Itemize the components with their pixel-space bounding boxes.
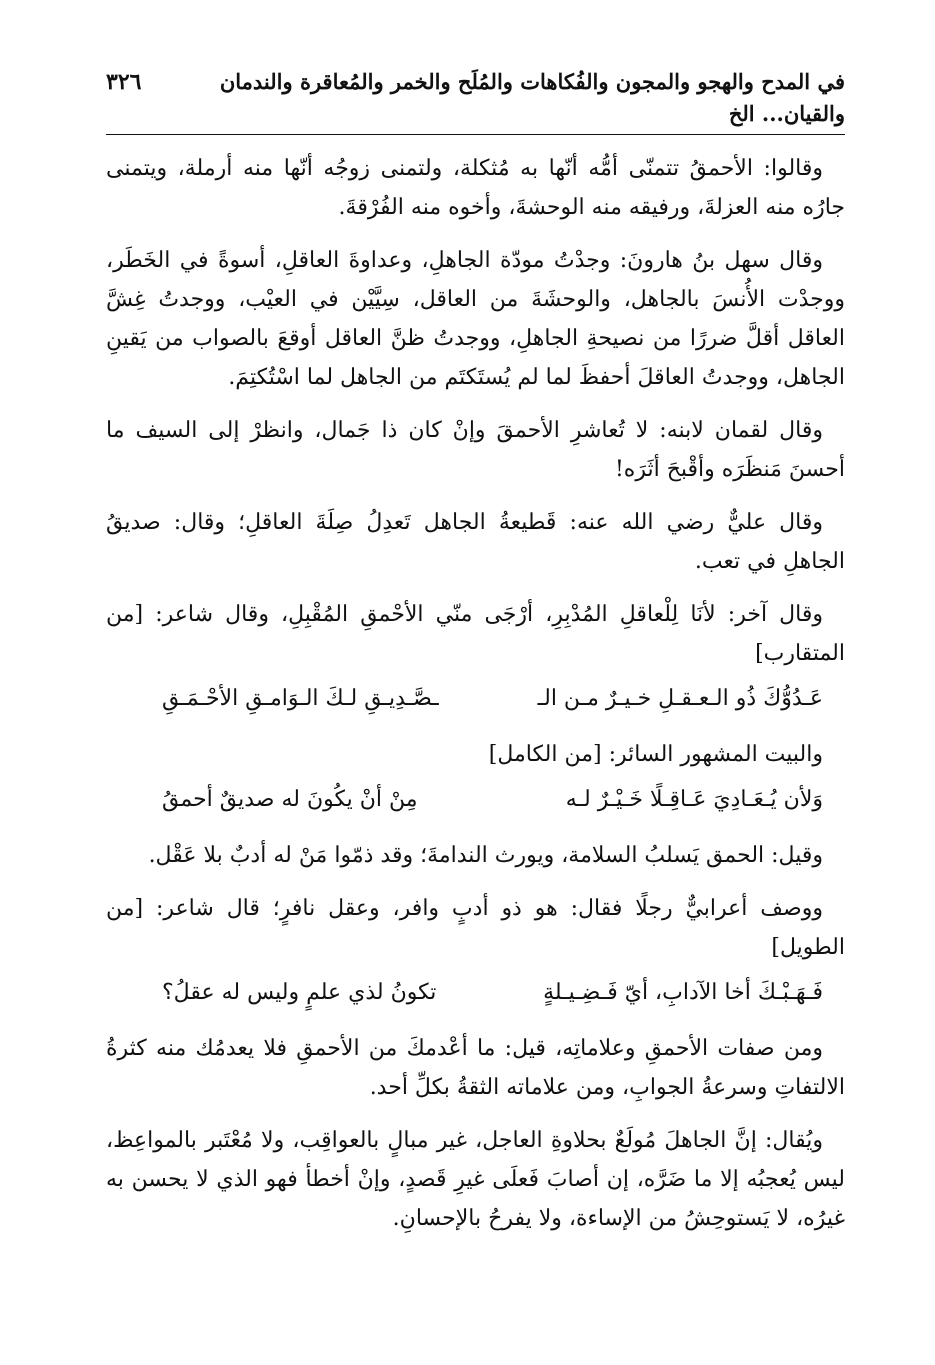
running-head (106, 66, 845, 135)
verse-first-hemistich: وَلأن يُـعَـادِيَ عَـاقِـلًا خَـيْـرٌ لـه (565, 787, 823, 812)
verse-intro: والبيت المشهور السائر: [من الكامل] (488, 742, 823, 767)
verse-second-hemistich: ـصَّـدِيـقِ لـكَ الـوَامـقِ الأحْـمَـقِ (162, 686, 439, 711)
paragraph: ووصف أعرابيٌّ رجلًا فقال: هو ذو أدبٍ وافر، وعقل نافرٍ؛ قال شاعر: [من الطويل] (106, 896, 845, 960)
verse-second-hemistich: مِنْ أنْ يكُونَ له صديقٌ أحمقُ (162, 787, 418, 812)
verse-line (162, 679, 823, 719)
paragraph: ويُقال: إنَّ الجاهلَ مُولَعٌ بحلاوةِ العاجل، غير مبالٍ بالعواقِب، ولا مُعْتَبر بالمواعِظ، ليس يُعجبُه إلا ما ضَرَّه، إن أصابَ فَعلَى غيرِ قَصدٍ، وإنْ أخطأ فهو الذي لا يحسن به غيرُه، لا يَستوحِشُ من الإساءة، ولا يفرحُ بالإحسانِ. (106, 1128, 845, 1231)
paragraph: وقال لقمان لابنه: لا تُعاشرِ الأحمقَ وإنْ كان ذا جَمال، وانظرْ إلى السيف ما أحسنَ مَنظَرَه وأقْبحَ أثَرَه! (106, 418, 845, 482)
page-title: في المدح والهجو والمجون والفُكاهات والمُلَح والخمر والمُعاقرة والندمان والقيان... الخ (219, 69, 845, 126)
paragraph: وقيل: الحمق يَسلبُ السلامة، ويورث الندامةَ؛ وقد ذمّوا مَنْ له أدبٌ بلا عَقْل. (148, 843, 823, 868)
page-number: ٣٢٦ (106, 69, 142, 95)
verse-first-hemistich: فَـهَـبْـكَ أخا الآدابِ، أيّ فَـضِـيـلةٍ (543, 980, 823, 1005)
paragraph: وقالوا: الأحمقُ تتمنّى أمُّه أنّها به مُثكلة، ولتمنى زوجُه أنّها منه أرملة، ويتمنى جارُه منه العزلةَ، ورفيقه منه الوحشةَ، وأخوه منه الفُرْقةَ. (106, 156, 845, 220)
paragraph: وقال سهل بنُ هارونَ: وجدْتُ مودّة الجاهلِ، وعداوةَ العاقلِ، أسوةً في الخَطَر، ووجدْت الأُنسَ بالجاهل، والوحشَةَ من العاقل، سِيَّيْن في العيْب، ووجدتُ غِشَّ العاقل أقلَّ ضررًا من نصيحةِ الجاهلِ، ووجدتُ ظنَّ العاقل أوقعَ بالصواب من يَقينِ الجاهل، ووجدتُ العاقلَ أحفظَ لما لم يُستَكتَم من الجاهل لما اسْتُكتِمَ. (106, 248, 845, 390)
page-body (106, 149, 845, 1238)
verse-first-hemistich: عَـدُوُّكَ ذُو الـعـقـلِ خـيـرٌ مـن الـ (537, 686, 823, 711)
paragraph: ومن صفات الأحمقِ وعلاماتِه، قيل: ما أعْدمكَ من الأحمقِ فلا يعدمُك منه كثرةُ الالتفاتِ وسرعةُ الجوابِ، ومن علاماته الثقةُ بكلِّ أحد. (106, 1036, 845, 1100)
paragraph: وقال آخر: لأنَا لِلْعاقلِ المُدْبِرِ، أرْجَى منّي الأحْمقِ المُقْبِلِ، وقال شاعر: [من المتقارب] (106, 602, 845, 666)
verse-line (162, 780, 823, 820)
verse-line (162, 973, 823, 1013)
verse-second-hemistich: تكونُ لذي علمٍ وليس له عقلُ؟ (162, 980, 437, 1005)
paragraph: وقال عليٌّ رضي الله عنه: قَطيعةُ الجاهل تَعدِلُ صِلَةَ العاقلِ؛ وقال: صديقُ الجاهلِ في تعب. (106, 510, 845, 574)
